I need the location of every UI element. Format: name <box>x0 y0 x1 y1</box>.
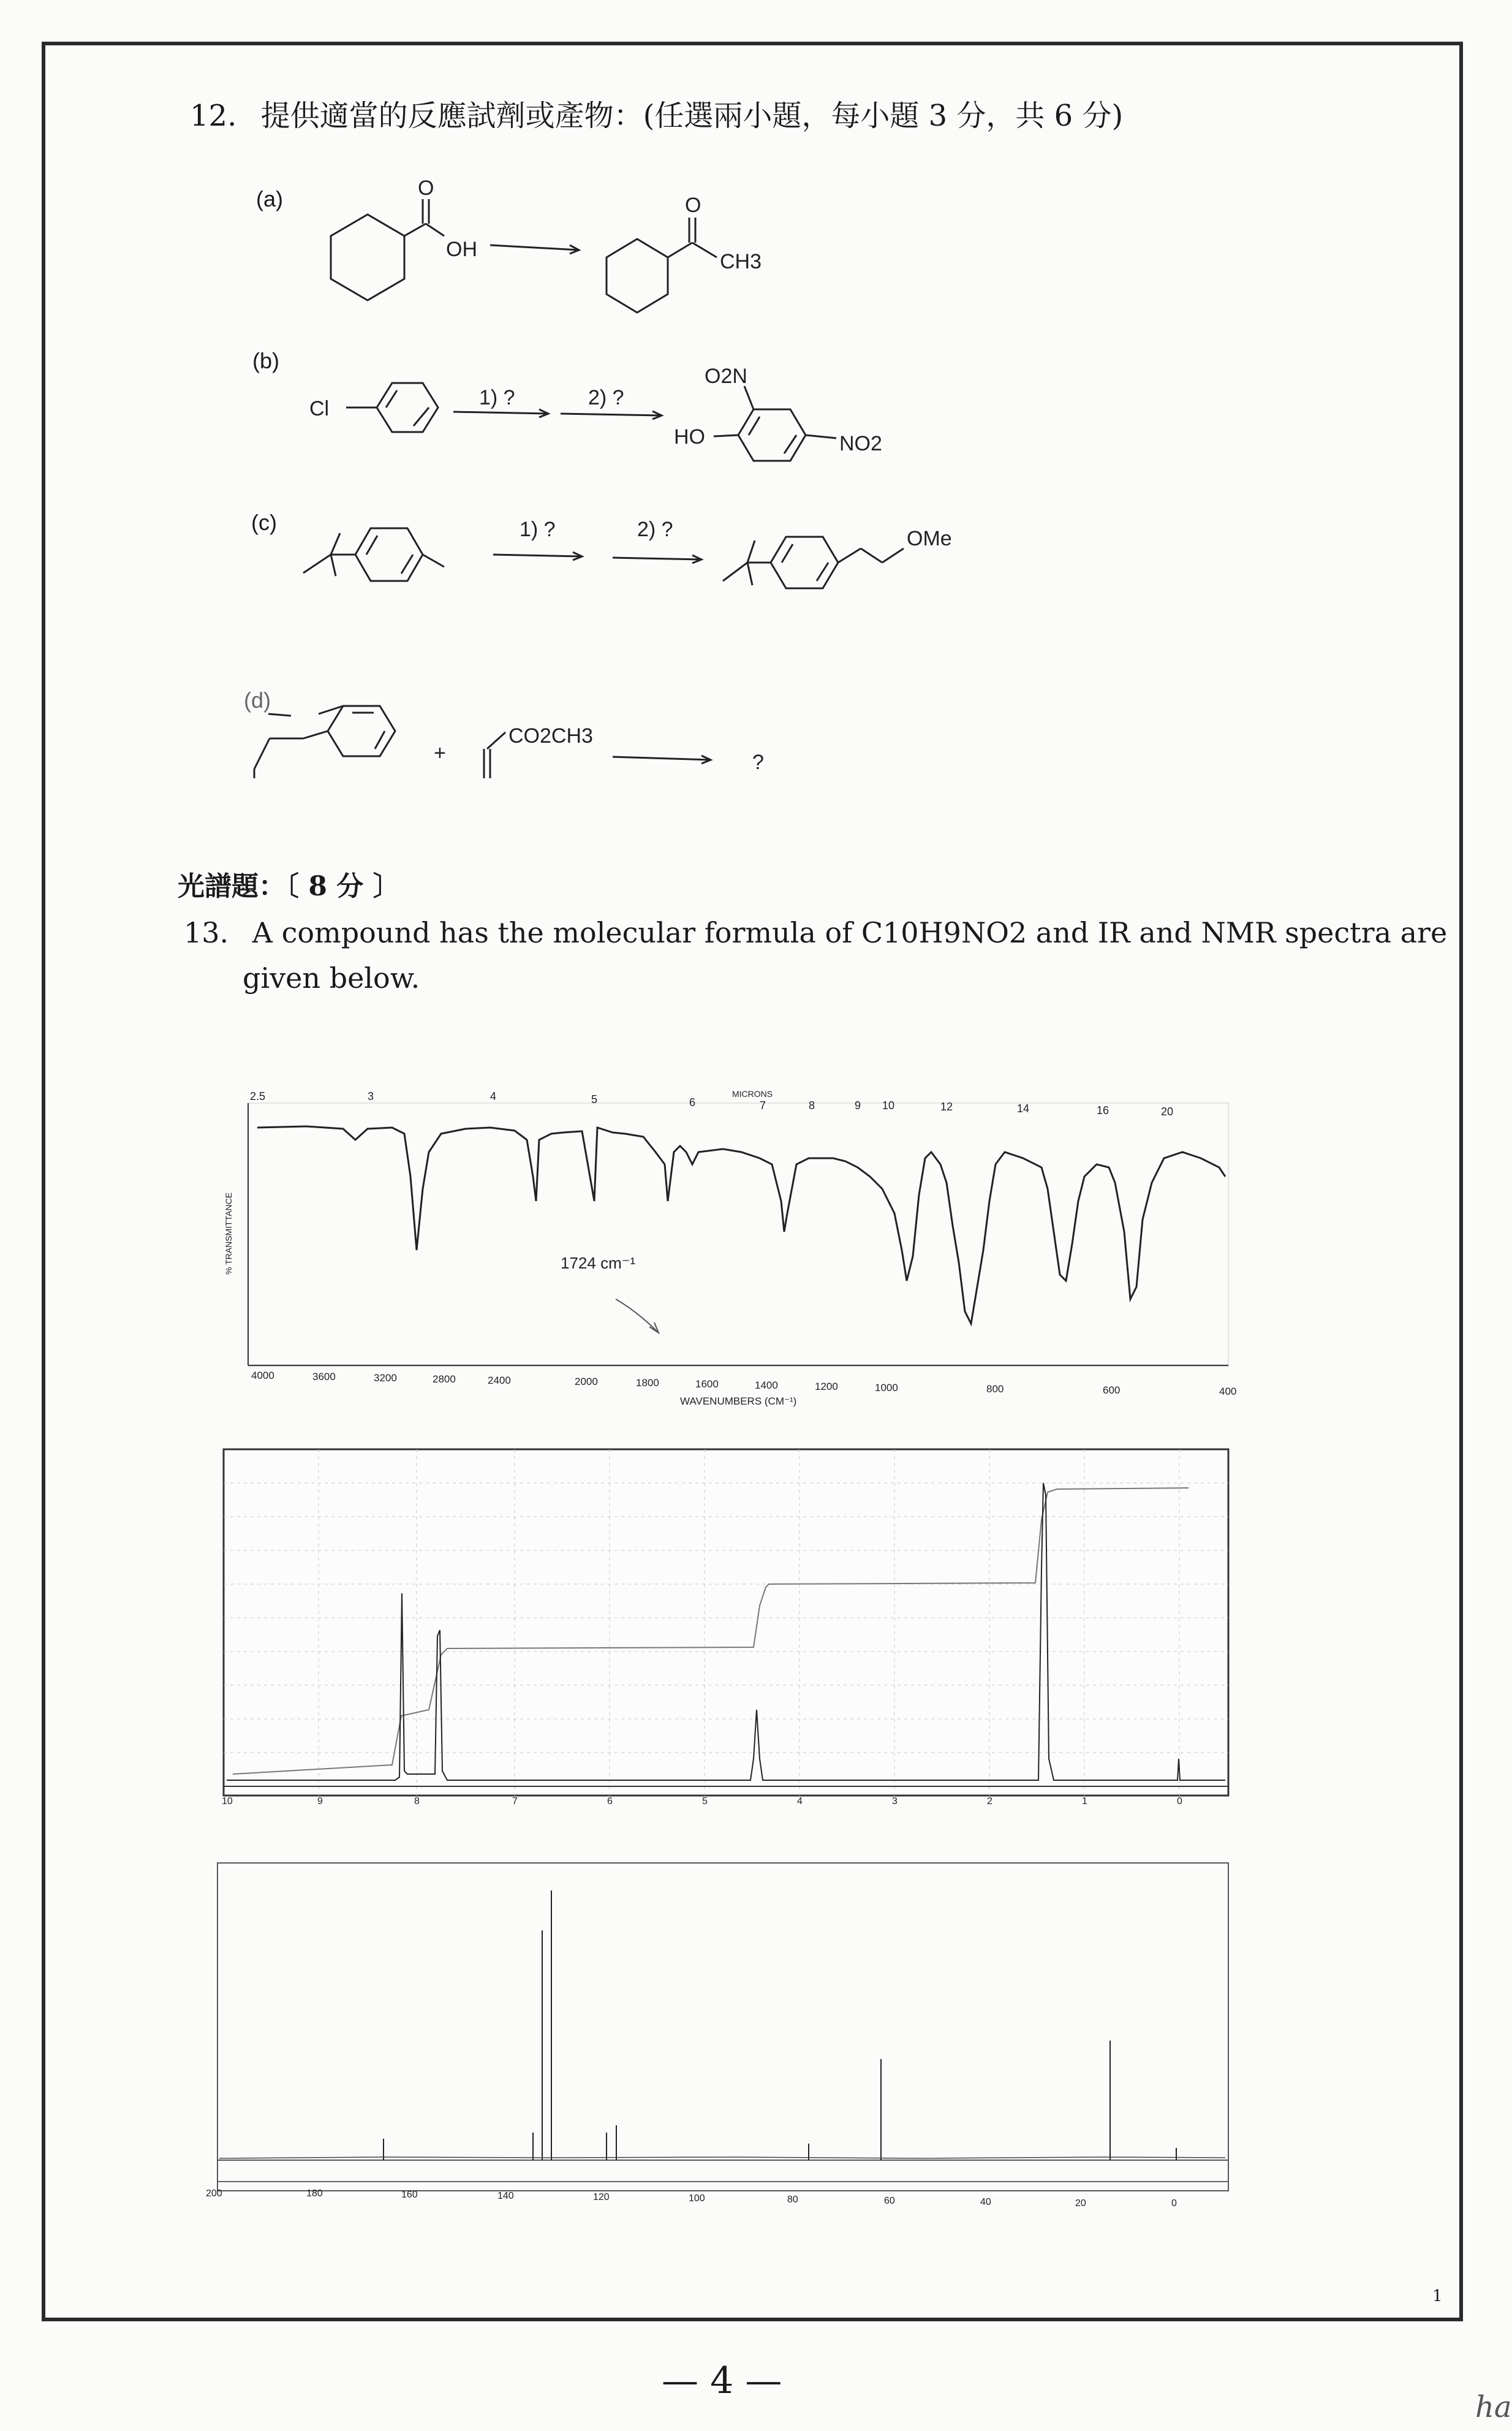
h-nmr-x-tick-6: 4 <box>797 1796 803 1807</box>
ir-top-label: MICRONS <box>732 1089 773 1099</box>
label-a-o1: O <box>418 176 434 200</box>
ir-micron-8: 10 <box>882 1099 895 1112</box>
ir-micron-1: 3 <box>368 1090 374 1102</box>
ir-micron-7: 9 <box>855 1099 861 1112</box>
label-c-ome: OMe <box>907 527 952 550</box>
part-c-label: (c) <box>251 510 277 535</box>
h-nmr-x-tick-0: 10 <box>222 1796 233 1807</box>
c-nmr-x-tick-10: 0 <box>1171 2198 1177 2209</box>
c-nmr-x-tick-1: 180 <box>306 2188 323 2199</box>
ir-x-tick-9: 1200 <box>815 1381 838 1392</box>
h-nmr-x-tick-1: 9 <box>317 1796 323 1807</box>
question-12-text: 提供適當的反應試劑或產物：(任選兩小題，每小題 3 分，共 6 分) <box>260 99 1124 133</box>
label-c-step1: 1) ? <box>520 518 556 541</box>
h-nmr-x-tick-3: 7 <box>512 1796 518 1807</box>
ir-x-tick-4: 2400 <box>488 1375 511 1386</box>
c-nmr-x-tick-8: 40 <box>980 2197 991 2207</box>
ir-x-tick-8: 1400 <box>755 1379 778 1391</box>
c-nmr-x-tick-9: 20 <box>1075 2198 1086 2209</box>
c-nmr-peaks <box>384 1891 1176 2160</box>
ir-x-tick-1: 3600 <box>312 1371 336 1382</box>
h-nmr-x-tick-4: 6 <box>607 1796 613 1807</box>
ir-x-tick-10: 1000 <box>875 1382 898 1394</box>
part-b-label: (b) <box>252 348 279 373</box>
label-b-no2: NO2 <box>839 432 882 455</box>
ir-y-axis-label: % TRANSMITTANCE <box>224 1192 233 1275</box>
ir-micron-2: 4 <box>490 1090 497 1102</box>
corner-mark: 1 <box>1432 2287 1443 2305</box>
c-nmr-x-tick-2: 160 <box>401 2190 418 2200</box>
ir-micron-5: 7 <box>760 1099 766 1112</box>
c-nmr-x-tick-5: 100 <box>689 2193 705 2204</box>
ir-x-tick-12: 600 <box>1103 1384 1121 1396</box>
ir-micron-6: 8 <box>809 1099 815 1112</box>
ir-micron-11: 16 <box>1097 1104 1109 1117</box>
label-d-plus: + <box>434 741 446 765</box>
h-nmr-x-tick-5: 5 <box>702 1796 708 1807</box>
ir-x-tick-2: 3200 <box>374 1372 397 1384</box>
ir-x-tick-13: 400 <box>1219 1386 1237 1397</box>
ir-micron-9: 12 <box>940 1101 953 1113</box>
label-b-cl: Cl <box>309 397 330 420</box>
ir-x-tick-11: 800 <box>986 1383 1004 1395</box>
ir-x-tick-0: 4000 <box>251 1370 274 1381</box>
h-nmr-x-tick-10: 0 <box>1177 1796 1182 1807</box>
c-nmr-x-tick-4: 120 <box>593 2192 610 2202</box>
question-13-number: 13. <box>184 916 229 949</box>
ir-x-tick-6: 1800 <box>636 1377 659 1389</box>
ir-micron-4: 6 <box>689 1096 696 1109</box>
ir-micron-0: 2.5 <box>250 1090 266 1102</box>
c-nmr-x-tick-3: 140 <box>497 2191 514 2201</box>
label-a-o2: O <box>685 194 701 217</box>
c-nmr-x-tick-0: 200 <box>206 2188 222 2199</box>
ir-micron-3: 5 <box>591 1093 598 1106</box>
margin-handwriting: ha <box>1475 2390 1512 2424</box>
part-d-label: (d) <box>244 688 271 713</box>
ir-x-tick-3: 2800 <box>433 1373 456 1385</box>
page-number: — 4 — <box>662 2359 782 2402</box>
h-nmr-x-tick-8: 2 <box>987 1796 992 1807</box>
label-d-co2ch3: CO2CH3 <box>508 724 593 748</box>
section-title: 光譜題：〔 8 分 〕 <box>178 871 400 902</box>
label-b-step2: 2) ? <box>588 386 624 409</box>
label-a-oh: OH <box>446 238 477 261</box>
part-a-label: (a) <box>256 186 283 211</box>
ir-micron-12: 20 <box>1161 1106 1174 1118</box>
h-nmr-x-tick-7: 3 <box>892 1796 898 1807</box>
label-b-o2n: O2N <box>705 365 747 388</box>
c-nmr-x-tick-6: 80 <box>787 2194 798 2205</box>
ir-peak-annotation: 1724 cm⁻¹ <box>561 1254 636 1272</box>
question-12-number: 12. <box>190 99 237 133</box>
h-nmr-x-tick-2: 8 <box>414 1796 420 1807</box>
c-nmr-x-tick-7: 60 <box>884 2196 895 2206</box>
ir-micron-10: 14 <box>1017 1102 1030 1115</box>
ir-x-axis-label: WAVENUMBERS (CM⁻¹) <box>680 1395 797 1407</box>
label-c-step2: 2) ? <box>637 518 673 541</box>
label-b-step1: 1) ? <box>479 386 515 409</box>
ir-x-tick-5: 2000 <box>575 1376 598 1387</box>
question-13-line1: A compound has the molecular formula of C10H9NO2 and IR and NMR spectra are <box>252 916 1448 949</box>
label-b-ho: HO <box>674 425 705 449</box>
question-13-line2: given below. <box>243 961 420 995</box>
label-d-question: ? <box>752 751 764 774</box>
ir-x-tick-7: 1600 <box>695 1378 719 1390</box>
label-a-ch3: CH3 <box>720 250 762 273</box>
h-nmr-x-tick-9: 1 <box>1082 1796 1087 1807</box>
